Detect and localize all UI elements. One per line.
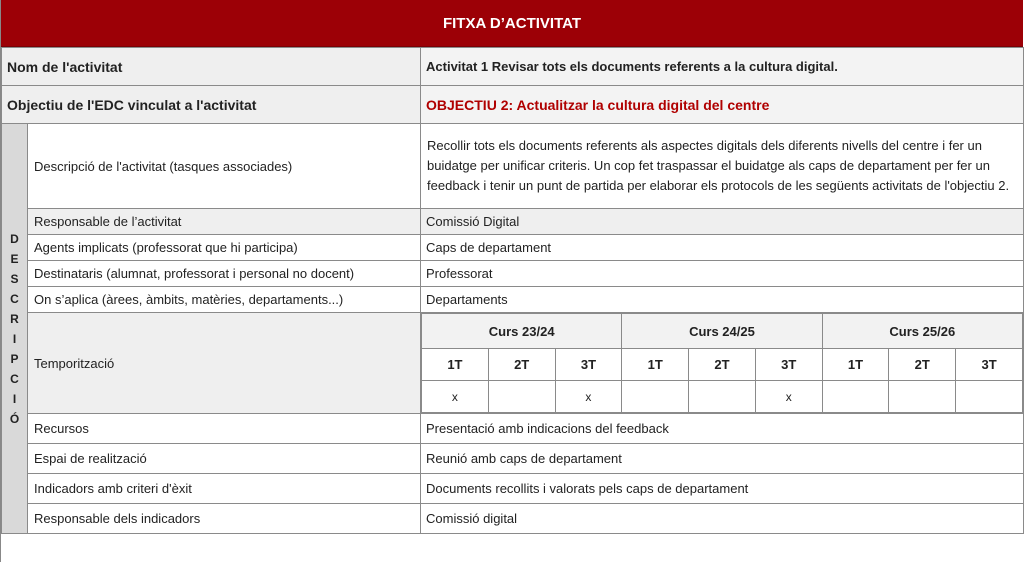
row-label: Espai de realització [28, 444, 421, 474]
side-letter: C [10, 291, 19, 306]
row-value: Comissió Digital [421, 209, 1024, 235]
objective-value: OBJECTIU 2: Actualitzar la cultura digital del centre [421, 86, 1024, 124]
row-value: Caps de departament [421, 235, 1024, 261]
side-letter: Ó [9, 411, 20, 426]
description-side-label [2, 124, 28, 534]
side-letter: S [10, 271, 19, 286]
table-row [2, 209, 1024, 235]
table-row [2, 414, 1024, 444]
row-value: Presentació amb indicacions del feedback [421, 414, 1024, 444]
term-mark: x [555, 381, 622, 413]
term-header: 3T [555, 349, 622, 381]
row-label: Destinataris (alumnat, professorat i personal no docent) [28, 261, 421, 287]
row-label: Recursos [28, 414, 421, 444]
table-row [2, 444, 1024, 474]
activity-name-label: Nom de l'activitat [2, 48, 421, 86]
objective-label: Objectiu de l'EDC vinculat a l'activitat [2, 86, 421, 124]
side-letter: C [10, 371, 19, 386]
timing-grid-cell [421, 313, 1024, 414]
term-header: 1T [822, 349, 889, 381]
row-label: Indicadors amb criteri d'èxit [28, 474, 421, 504]
term-mark [488, 381, 555, 413]
term-header: 1T [622, 349, 689, 381]
term-header: 3T [956, 349, 1023, 381]
row-value: Documents recollits i valorats pels caps de departament [421, 474, 1024, 504]
table-row [2, 474, 1024, 504]
term-mark: x [755, 381, 822, 413]
table-row [2, 504, 1024, 534]
row-label: Descripció de l'activitat (tasques associades) [28, 124, 421, 209]
row-label: Temporització [28, 313, 421, 414]
table-row [2, 261, 1024, 287]
term-mark [956, 381, 1023, 413]
row-value: Professorat [421, 261, 1024, 287]
side-letter: P [10, 351, 19, 366]
side-letter: D [10, 231, 19, 246]
row-label: Responsable de l’activitat [28, 209, 421, 235]
term-header: 1T [422, 349, 489, 381]
row-value: Comissió digital [421, 504, 1024, 534]
term-mark [689, 381, 756, 413]
description-row [2, 124, 1024, 209]
side-letter: R [10, 311, 19, 326]
term-mark: x [422, 381, 489, 413]
row-label: On s’aplica (àrees, àmbits, matèries, departaments...) [28, 287, 421, 313]
activity-name-value: Activitat 1 Revisar tots els documents referents a la cultura digital. [421, 48, 1024, 86]
table-row [2, 235, 1024, 261]
year-header: Curs 25/26 [822, 314, 1022, 349]
side-letter: I [12, 331, 17, 346]
side-letter: I [12, 391, 17, 406]
term-header: 3T [755, 349, 822, 381]
term-mark [889, 381, 956, 413]
year-header: Curs 23/24 [422, 314, 622, 349]
row-label: Agents implicats (professorat que hi participa) [28, 235, 421, 261]
row-value: Reunió amb caps de departament [421, 444, 1024, 474]
timing-grid [421, 313, 1023, 413]
term-header: 2T [689, 349, 756, 381]
table-row [2, 287, 1024, 313]
row-value: Recollir tots els documents referents als aspectes digitals dels diferents nivells del centre i fer un buidatge per unificar criteris. Un cop fet traspassar el buidatge als caps de departament per fer un feedback i tenir un punt de partida per elaborar els protocols de les següents activitats de l'objectiu 2. [421, 124, 1024, 209]
side-letter: E [10, 251, 19, 266]
year-header: Curs 24/25 [622, 314, 822, 349]
row-value: Departaments [421, 287, 1024, 313]
row-label: Responsable dels indicadors [28, 504, 421, 534]
term-header: 2T [488, 349, 555, 381]
term-header: 2T [889, 349, 956, 381]
term-mark [622, 381, 689, 413]
term-mark [822, 381, 889, 413]
activity-name-row [2, 48, 1024, 86]
timing-row [2, 313, 1024, 414]
sheet-title: FITXA D’ACTIVITAT [1, 0, 1023, 47]
activity-table [1, 47, 1024, 534]
objective-row [2, 86, 1024, 124]
